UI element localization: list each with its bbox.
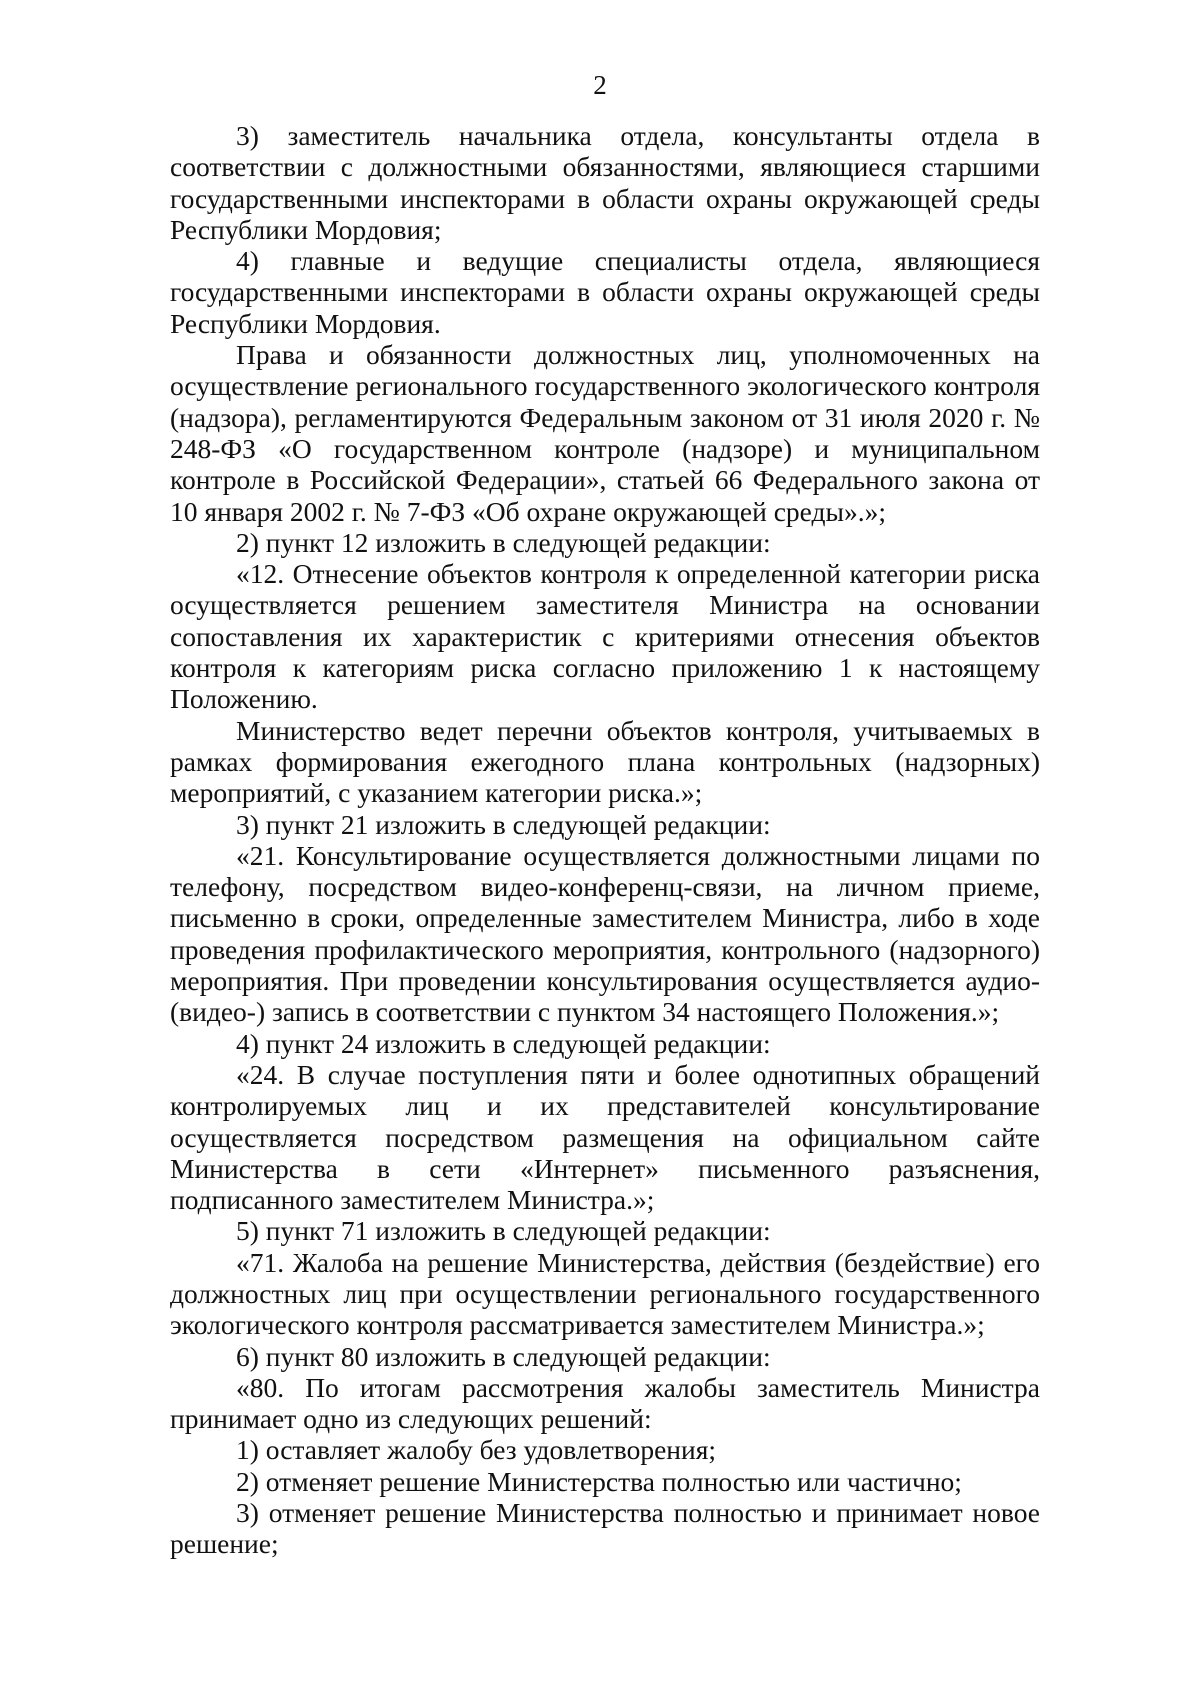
decision-option-1: 1) оставляет жалобу без удовлетворения; [236, 1434, 717, 1466]
amendment-item-6: 6) пункт 80 изложить в следующей редакции: [236, 1340, 771, 1372]
paragraph-chief-specialists: 4) главные и ведущие специалисты отдела, являющиеся государственными инспекторами в области охраны окружающей среды Республики Мордовия. [170, 245, 1040, 339]
clause-21-consulting: «21. Консультирование осуществляется должностными лицами по телефону, посредством видео-конференц-связи, на личном приеме, письменно в сроки, определенные заместителем Министра, либо в ходе проведения профилактического мероприятия, контрольного (надзорного) мероприятия. При проведении консультирования осуществляется аудио-(видео-) запись в соответствии с пунктом 34 настоящего Положения.»; [170, 839, 1040, 1028]
clause-80-decisions: «80. По итогам рассмотрения жалобы заместитель Министра принимает одно из следующих решений: [170, 1371, 1040, 1435]
paragraph-deputy-head-consultants: 3) заместитель начальника отдела, консультанты отдела в соответствии с должностными обязанностями, являющиеся старшими государственными инспекторами в области охраны окружающей среды Республики Мордовия; [170, 120, 1040, 245]
paragraph-rights-and-duties: Права и обязанности должностных лиц, уполномоченных на осуществление регионального государственного экологического контроля (надзора), регламентируются Федеральным законом от 31 июля 2020 г. № 248-ФЗ «О государственном контроле (надзоре) и муниципальном контроле в Российской Федерации», статьей 66 Федерального закона от 10 января 2002 г. № 7-ФЗ «Об охране окружающей среды».»; [170, 339, 1040, 527]
amendment-item-5: 5) пункт 71 изложить в следующей редакции: [236, 1215, 771, 1247]
clause-12-risk-category: «12. Отнесение объектов контроля к определенной категории риска осуществляется решением заместителя Министра на основании сопоставления их характеристик с критериями отнесения объектов контроля к категориям риска согласно приложению 1 к настоящему Положению. [170, 558, 1040, 715]
clause-24-internet-explanation: «24. В случае поступления пяти и более однотипных обращений контролируемых лиц и их представителей консультирование осуществляется посредством размещения на официальном сайте Министерства в сети «Интернет» письменного разъяснения, подписанного заместителем Министра.»; [170, 1058, 1040, 1216]
document-body [170, 120, 1040, 1560]
amendment-item-4: 4) пункт 24 изложить в следующей редакции: [236, 1027, 771, 1059]
decision-option-3: 3) отменяет решение Министерства полностью и принимает новое решение; [170, 1497, 1040, 1560]
clause-71-complaint: «71. Жалоба на решение Министерства, действия (бездействие) его должностных лиц при осуществлении регионального государственного экологического контроля рассматривается заместителем Министра.»; [170, 1246, 1040, 1341]
amendment-item-3: 3) пункт 21 изложить в следующей редакции: [236, 808, 771, 840]
amendment-item-2: 2) пункт 12 изложить в следующей редакции: [236, 526, 771, 558]
decision-option-2: 2) отменяет решение Министерства полностью или частично; [236, 1465, 962, 1497]
page-number: 2 [593, 70, 607, 100]
clause-12-ministry-lists: Министерство ведет перечни объектов контроля, учитываемых в рамках формирования ежегодного плана контрольных (надзорных) мероприятий, с указанием категории риска.»; [170, 714, 1040, 809]
